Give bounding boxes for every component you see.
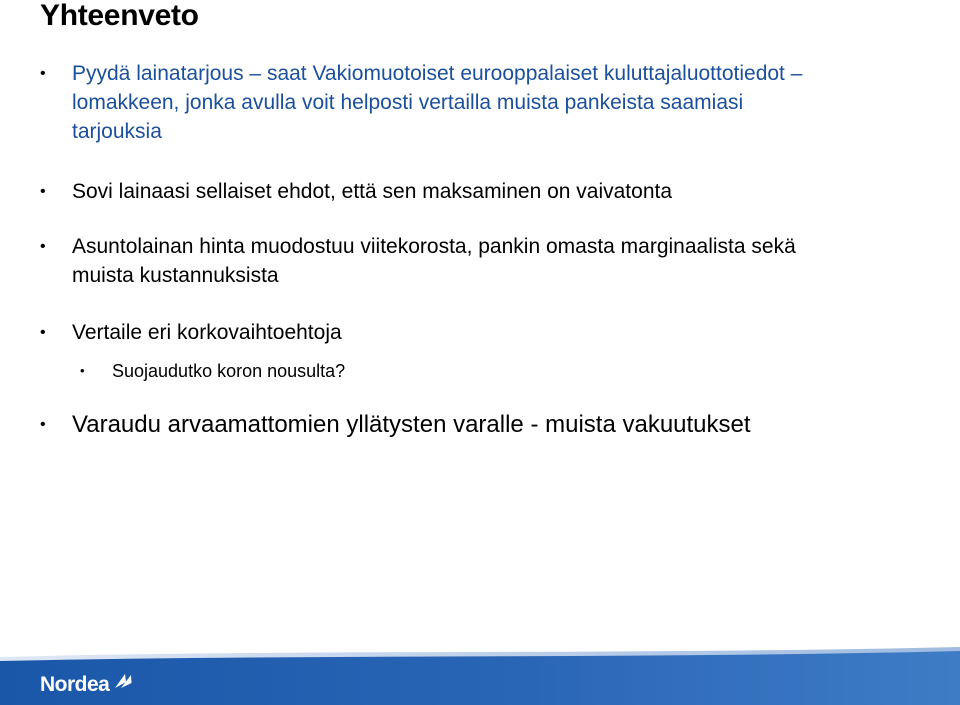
bullet-dot: • (40, 324, 46, 341)
bullet-line: Suojaudutko koron nousulta? (112, 361, 346, 381)
bullet-dot: • (40, 238, 46, 255)
bullet-dot: • (40, 183, 46, 200)
nordea-logo (40, 672, 133, 698)
footer-wave (0, 645, 960, 705)
logo-text: Nordea (40, 673, 110, 696)
bullet-line: Varaudu arvaamattomien yllätysten varalle - muista vakuutukset (72, 411, 751, 438)
bullet-text (72, 318, 342, 347)
footer-band (0, 645, 960, 705)
bullet-text (72, 177, 672, 206)
nordea-sail-icon (113, 672, 133, 690)
bullet-dot: • (40, 65, 46, 82)
bullet-dot: • (80, 363, 85, 378)
bullet-text (72, 410, 751, 440)
bullet-text (72, 232, 796, 290)
bullet-line: tarjouksia (72, 120, 162, 143)
bullet-line: Pyydä lainatarjous – saat Vakiomuotoiset eurooppalaiset kuluttajaluottotiedot – (72, 62, 803, 85)
bullet-line: Sovi lainaasi sellaiset ehdot, että sen maksaminen on vaivatonta (72, 180, 673, 203)
bullet-text (112, 359, 345, 383)
bullet-line: Vertaile eri korkovaihtoehtoja (72, 321, 342, 344)
bullet-line: lomakkeen, jonka avulla voit helposti vertailla muista pankeista saamiasi (72, 91, 744, 114)
bullet-line: Asuntolainan hinta muodostuu viitekorosta, pankin omasta marginaalista sekä (72, 235, 796, 258)
slide-title: Yhteenveto (40, 0, 199, 32)
bullet-line: muista kustannuksista (72, 264, 279, 287)
bullet-text (72, 59, 802, 146)
bullet-dot: • (40, 416, 46, 433)
